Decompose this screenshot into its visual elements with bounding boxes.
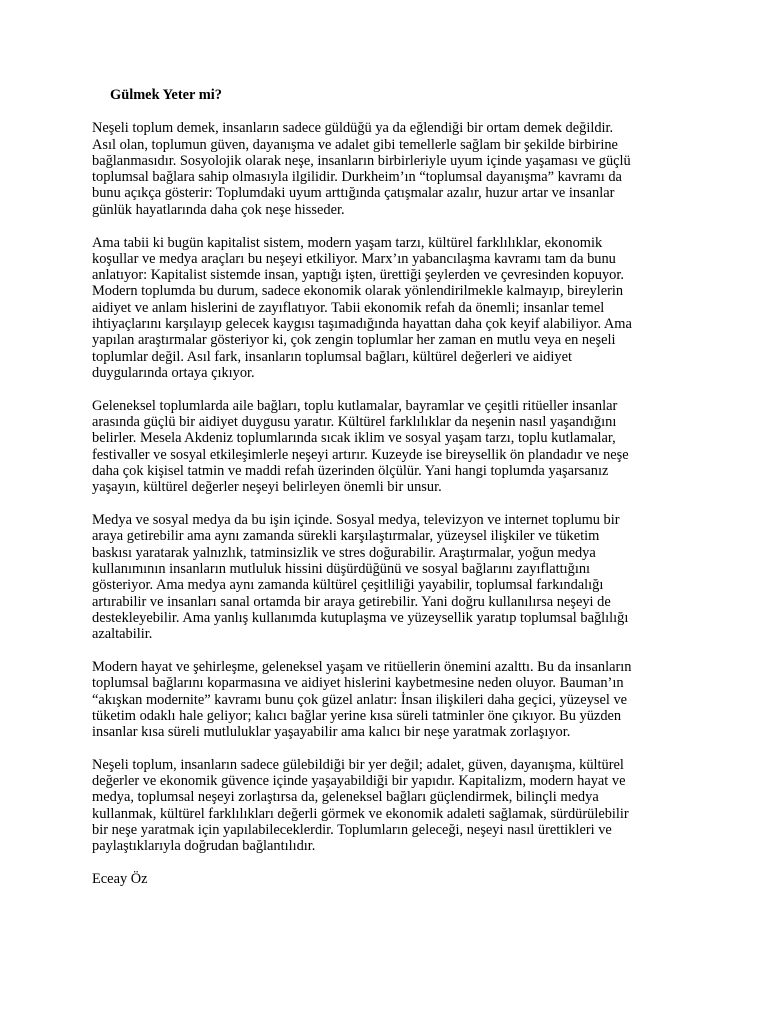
- paragraph-1: Neşeli toplum demek, insanların sadece güldüğü ya da eğlendiği bir ortam demek değildir. Asıl olan, toplumun güven, dayanışma ve adalet gibi temellerle sağlam bir şekilde birbirine bağlanmasıdır. Sosyolojik olarak neşe, insanların birbirleriyle uyum içinde yaşaması ve güçlü toplumsal bağlara sahip olmasıyla ilgilidir. Durkheim’ın “toplumsal dayanışma” kavramı da bunu açıkça gösterir: Toplumdaki uyum arttığında çatışmalar azalır, huzur artar ve insanlar günlük hayatlarında daha çok neşe hisseder.: [92, 120, 631, 218]
- paragraph-6: Neşeli toplum, insanların sadece gülebildiği bir yer değil; adalet, güven, dayanışma, kültürel değerler ve ekonomik güvence içinde yaşayabildiği bir yapıdır. Kapitalizm, modern hayat ve medya, toplumsal neşeyi zorlaştırsa da, geleneksel bağları güçlendirmek, bilinçli medya kullanmak, kültürel farklılıkları değerli görmek ve ekonomik adaleti sağlamak, sürdürülebilir bir neşe yaratmak için yapılabileceklerdir. Toplumların geleceği, neşeyi nasıl ürettikleri ve paylaştıklarıyla doğrudan bağlantılıdır.: [92, 756, 629, 855]
- paragraph-4: Medya ve sosyal medya da bu işin içinde. Sosyal medya, televizyon ve internet toplumu bir araya getirebilir ama aynı zamanda sürekli karşılaştırmalar, yüzeysel ilişkiler ve tüketim baskısı yaratarak yalnızlık, tatminsizlik ve stres doğurabilir. Araştırmalar, yoğun medya kullanımının insanların mutluluk hissini düşürdüğünü ve sosyal bağlarını zayıflattığını gösteriyor. Ama medya aynı zamanda kültürel çeşitliliği yayabilir, toplumsal farkındalığı artırabilir ve insanları sanal ortamda bir araya getirebilir. Yani doğru kullanılırsa neşeyi de destekleyebilir. Ama yanlış kullanımda kutuplaşma ve yüzeysellik yaratıp toplumsal bağlılığı azaltabilir.: [92, 512, 629, 643]
- paragraph-3: Geleneksel toplumlarda aile bağları, toplu kutlamalar, bayramlar ve çeşitli ritüeller insanlar arasında güçlü bir aidiyet duygusu yaratır. Kültürel farklılıklar da neşenin nasıl yaşandığını belirler. Mesela Akdeniz toplumlarında sıcak iklim ve sosyal yaşam tarzı, toplu kutlamalar, festivaller ve sosyal etkileşimlerle neşeyi artırır. Kuzeyde ise bireysellik ön plandadır ve neşe daha çok kişisel tatmin ve maddi refah üzerinden ölçülür. Yani hangi toplumda yaşarsanız yaşayın, kültürel değerler neşeyi belirleyen önemli bir unsur.: [92, 397, 629, 496]
- document-title: Gülmek Yeter mi?: [110, 87, 222, 103]
- paragraph-2: Ama tabii ki bugün kapitalist sistem, modern yaşam tarzı, kültürel farklılıklar, ekonomik koşullar ve medya araçları bu neşeyi etkiliyor. Marx’ın yabancılaşma kavramı tam da bunu anlatıyor: Kapitalist sistemde insan, yaptığı işten, ürettiği şeylerden ve çevresinden kopuyor. Modern toplumda bu durum, sadece ekonomik olarak yönlendirilmekle kalmayıp, bireylerin aidiyet ve anlam hislerini de zayıflatıyor. Tabii ekonomik refah da önemli; insanlar temel ihtiyaçlarını karşılayıp gelecek kaygısı taşımadığında hayattan daha çok keyif alabiliyor. Ama yapılan araştırmalar gösteriyor ki, çok zengin toplumlar her zaman en mutlu veya en neşeli toplumlar değil. Asıl fark, insanların toplumsal bağları, kültürel değerleri ve aidiyet duygularında ortaya çıkıyor.: [92, 234, 632, 381]
- author-signature: Eceay Öz: [92, 871, 148, 888]
- document-page: [92, 87, 682, 887]
- paragraph-5: Modern hayat ve şehirleşme, geleneksel yaşam ve ritüellerin önemini azalttı. Bu da insanların toplumsal bağlarını koparmasına ve aidiyet hislerini kaybetmesine neden oluyor. Bauman’ın “akışkan modernite” kavramı bunu çok güzel anlatır: İnsan ilişkileri daha geçici, yüzeysel ve tüketim odaklı hale geliyor; kalıcı bağlar yerine kısa süreli tatminler öne çıkıyor. Bu yüzden insanlar kısa süreli mutluluklar yaşayabilir ama kalıcı bir neşe yaratmak zorlaşıyor.: [92, 658, 632, 741]
